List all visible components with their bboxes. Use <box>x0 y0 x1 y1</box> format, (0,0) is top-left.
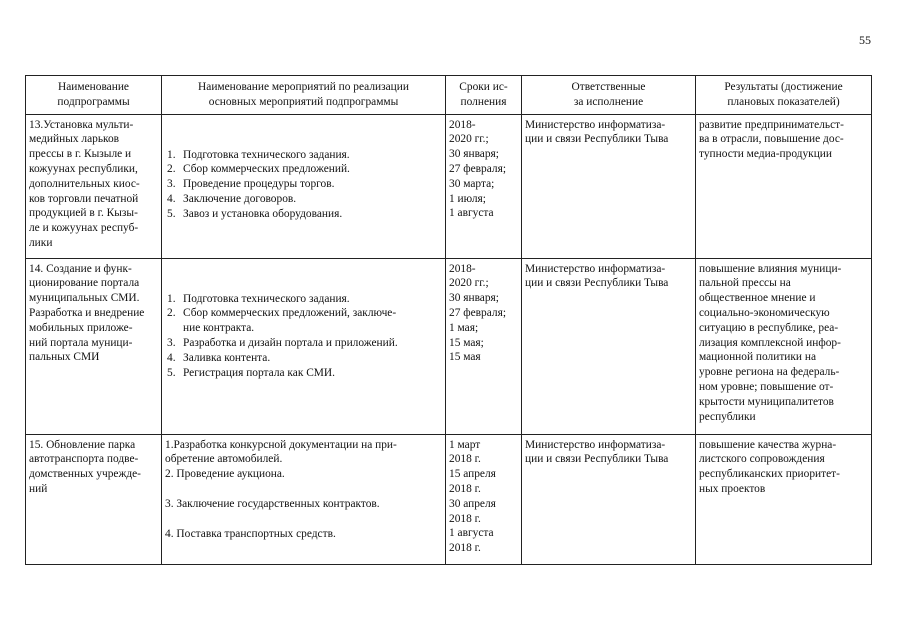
responsible-cell: Министерство информатиза- ции и связи Республики Тыва <box>522 114 696 258</box>
table-row <box>26 114 872 258</box>
header-subprogram: Наименование подпрограммы <box>26 76 162 115</box>
list-item: 3. Заключение государственных контрактов. <box>165 497 380 510</box>
header-results: Результаты (достижение плановых показателей) <box>696 76 872 115</box>
list-item: 5. Регистрация портала как СМИ. <box>167 366 336 379</box>
list-item: 4. Поставка транспортных средств. <box>165 527 336 540</box>
list-item: 4. Заключение договоров. <box>167 192 297 205</box>
list-item: 3. Проведение процедуры торгов. <box>167 178 335 191</box>
activities-cell <box>162 434 446 564</box>
results-cell: развитие предпринимательст- ва в отрасли, повышение дос- тупности медиа-продукции <box>696 114 872 258</box>
list-item: 2. Сбор коммерческих предложений. <box>167 163 350 176</box>
table-row <box>26 258 872 434</box>
subprogram-cell: 13.Установка мульти- медийных ларьков прессы в г. Кызыле и кожуунах республики, дополнительных киос- ков торговли печатной продукцией в г. Кызы- ле и кожуунах респуб- лики <box>26 114 162 258</box>
deadlines-cell: 2018- 2020 гг.; 30 января; 27 февраля; 30 марта; 1 июля; 1 августа <box>446 114 522 258</box>
activities-table <box>25 75 872 565</box>
header-activities: Наименование мероприятий по реализации основных мероприятий подпрограммы <box>162 76 446 115</box>
deadlines-cell: 2018- 2020 гг.; 30 января; 27 февраля; 1 мая; 15 мая; 15 мая <box>446 258 522 434</box>
list-item: 1. Подготовка технического задания. <box>167 292 350 305</box>
header-deadlines: Сроки ис- полнения <box>446 76 522 115</box>
steps-list <box>165 438 442 542</box>
activities-cell <box>162 114 446 258</box>
responsible-cell: Министерство информатиза- ции и связи Республики Тыва <box>522 434 696 564</box>
results-cell: повышение влияния муници- пальной прессы на общественное мнение и социально-экономическую ситуацию в республике, реа- лизация комплексной инфор- мационной политики на уровне региона на федераль- ном уровне; повышение от- крытости муниципалитетов республики <box>696 258 872 434</box>
list-item: 2. Сбор коммерческих предложений, заключе- ние контракта. <box>167 307 397 335</box>
list-item: 3. Разработка и дизайн портала и приложений. <box>167 336 398 349</box>
page-number: 55 <box>859 33 871 47</box>
subprogram-cell: 15. Обновление парка автотранспорта подве- домственных учрежде- ний <box>26 434 162 564</box>
list-item: 1. Подготовка технического задания. <box>167 148 350 161</box>
list-item: 5. Завоз и установка оборудования. <box>167 207 343 220</box>
responsible-cell: Министерство информатиза- ции и связи Республики Тыва <box>522 258 696 434</box>
deadlines-cell: 1 март 2018 г. 15 апреля 2018 г. 30 апреля 2018 г. 1 августа 2018 г. <box>446 434 522 564</box>
results-cell: повышение качества журна- листского сопровождения республиканских приоритет- ных проектов <box>696 434 872 564</box>
header-responsible: Ответственные за исполнение <box>522 76 696 115</box>
list-item: 4. Заливка контента. <box>167 351 271 364</box>
subprogram-cell: 14. Создание и функ- ционирование портала муниципальных СМИ. Разработка и внедрение мобильных приложе- ний портала муници- пальных СМИ <box>26 258 162 434</box>
list-item: 2. Проведение аукциона. <box>165 468 285 481</box>
list-item: 1.Разработка конкурсной документации на при- обретение автомобилей. <box>165 438 397 466</box>
header-row <box>26 76 872 115</box>
steps-list <box>165 292 442 381</box>
table-row <box>26 434 872 564</box>
activities-cell <box>162 258 446 434</box>
steps-list <box>165 148 442 222</box>
